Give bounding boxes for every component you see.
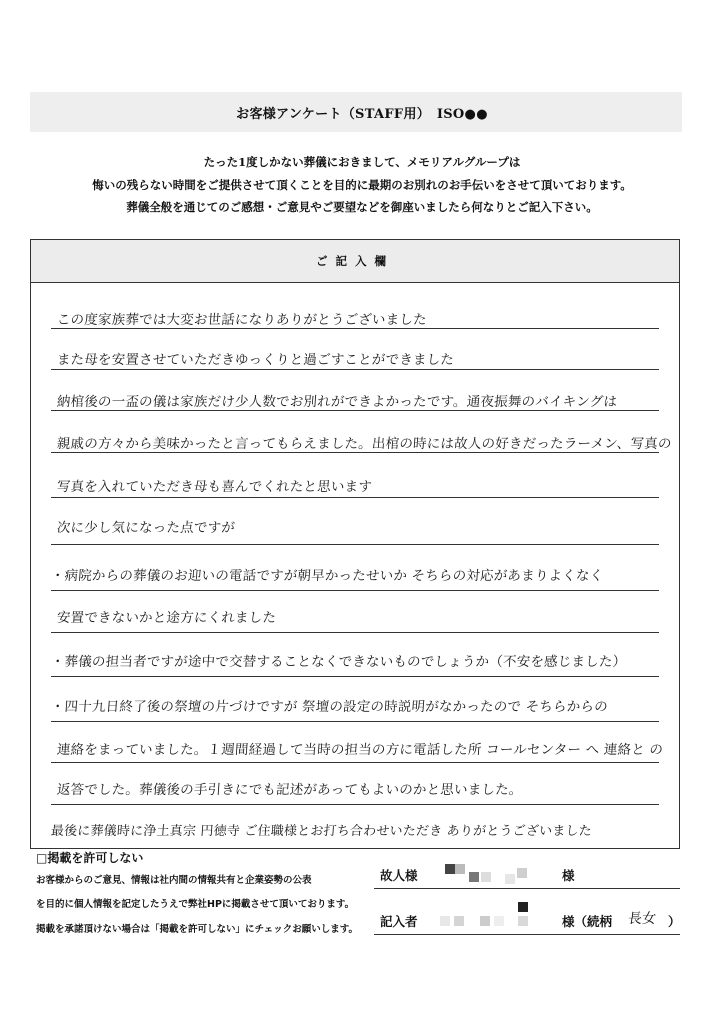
writing-rule xyxy=(51,762,659,763)
deceased-suffix: 様 xyxy=(562,868,575,883)
handwritten-line: ・四十九日終了後の祭壇の片づけですが 祭壇の設定の時説明がなかったので そちらからの xyxy=(50,699,609,715)
handwritten-line: 最後に葬儀時に浄土真宗 円徳寺 ご住職様とお打ち合わせいただき ありがとうございました xyxy=(50,824,593,839)
entry-box xyxy=(30,239,680,849)
publish-notice-line: 掲載を承諾頂けない場合は「掲載を許可しない」にチェックお願いします。 xyxy=(36,924,358,935)
publish-notice-line: を目的に個人情報を記定したうえで弊社HPに掲載させて頂いております。 xyxy=(36,899,355,910)
survey-title: お客様アンケート（STAFF用） ISO●● xyxy=(236,107,488,122)
entry-section-title: ご記入欄 xyxy=(31,240,679,283)
handwritten-line: 連絡をまっていました。１週間経過して当時の担当の方に電話した所 コールセンター へ 連絡と の xyxy=(56,742,664,758)
writer-suffix-close: ） xyxy=(668,914,681,929)
handwritten-line: 返答でした。葬儀後の手引きにでも記述があってもよいのかと思いました。 xyxy=(56,782,524,798)
writing-rule xyxy=(51,369,659,370)
writer-relation: 長女 xyxy=(627,911,657,927)
handwritten-line: 安置できないかと途方にくれました xyxy=(56,610,277,626)
writing-rule xyxy=(51,721,659,722)
redacted-writer-mosaic xyxy=(440,898,540,930)
handwritten-line: また母を安置させていただきゆっくりと過ごすことができました xyxy=(56,352,455,368)
intro-line: たった1度しかない葬儀におきまして、メモリアルグループは xyxy=(203,155,521,169)
writer-underline xyxy=(374,934,680,935)
writing-rule xyxy=(51,632,659,633)
writing-rule xyxy=(51,410,659,411)
publish-notice-line: お客様からのご意見、情報は社内間の情報共有と企業姿勢の公表 xyxy=(36,875,312,886)
writing-rule xyxy=(51,452,659,453)
intro-line: 悔いの残らない時間をご提供させて頂くことを目的に最期のお別れのお手伝いをさせて頂いております。 xyxy=(92,178,632,192)
intro-line: 葬儀全般を通じてのご感想・ご意見やご要望などを御座いましたら何なりとご記入下さい。 xyxy=(126,200,598,214)
handwritten-line: 次に少し気になった点ですが xyxy=(56,520,236,536)
writing-rule xyxy=(51,497,659,498)
deceased-label: 故人様 xyxy=(380,868,418,883)
handwritten-line: ・葬儀の担当者ですが途中で交替することなくできないものでしょうか（不安を感じました） xyxy=(50,654,627,670)
redacted-name-mosaic xyxy=(445,860,535,886)
handwritten-line: 写真を入れていただき母も喜んでくれたと思います xyxy=(56,479,373,495)
handwritten-line: ・病院からの葬儀のお迎いの電話ですが朝早かったせいか そちらの対応があまりよくなく xyxy=(50,568,604,584)
writer-suffix-open: 様（続柄 xyxy=(562,914,613,929)
handwritten-line: この度家族葬では大変お世話になりありがとうございました xyxy=(56,312,428,328)
writing-rule xyxy=(51,804,659,805)
writing-rule xyxy=(51,590,659,591)
publish-checkbox-label[interactable]: □掲載を許可しない xyxy=(36,851,144,865)
writing-rule xyxy=(51,328,659,329)
writing-rule xyxy=(51,676,659,677)
writing-rule xyxy=(51,544,659,545)
writer-label: 記入者 xyxy=(380,914,418,929)
handwritten-line: 親戚の方々から美味かったと言ってもらえました。出棺の時には故人の好きだったラーメン、写真の xyxy=(56,436,673,452)
handwritten-line: 納棺後の一盃の儀は家族だけ少人数でお別れができよかったです。通夜振舞のバイキングは xyxy=(56,394,618,410)
deceased-underline xyxy=(374,888,680,889)
